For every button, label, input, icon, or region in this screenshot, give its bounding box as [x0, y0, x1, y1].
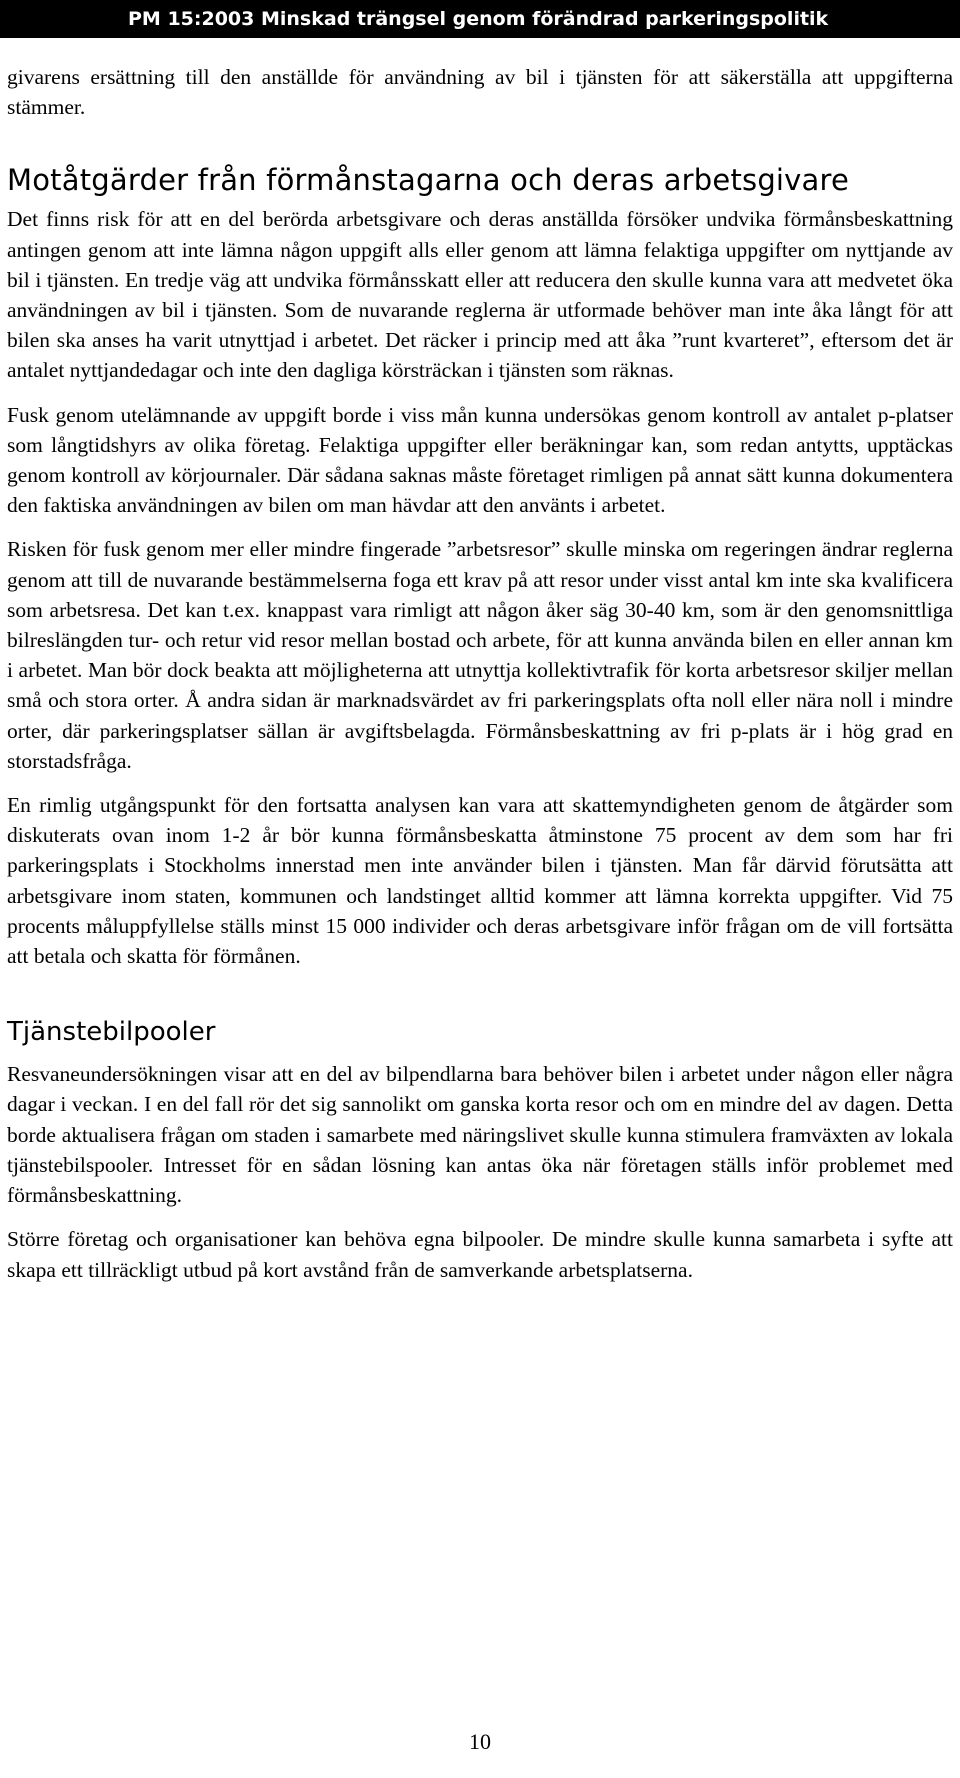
section-heading-tjanstebilpooler: Tjänstebilpooler — [7, 1017, 216, 1048]
paragraph: Resvaneundersökningen visar att en del av bilpendlarna bara behöver bilen i arbetet under någon eller några dagar i veckan. I en del fall rör det sig sannolikt om ganska korta resor och om en mindre del av dagen. Detta borde aktualisera frågan om staden i samarbete med näringslivet skulle kunna stimulera framväxten av lokala tjänstebilspooler. Intresset för en sådan lösning kan antas öka när företagen ställs inför problemet med förmånsbeskattning. — [7, 1062, 953, 1208]
paragraph: En rimlig utgångspunkt för den fortsatta analysen kan vara att skattemyndigheten genom de åtgärder som diskuterats ovan inom 1-2 år bör kunna förmånsbeskatta åtminstone 75 procent av dem som har fri parkeringsplats i Stockholms innerstad men inte använder bilen i tjänsten. Man får därvid förutsätta att arbetsgivare inom staten, kommunen och landstinget alltid kommer att lämna korrekta uppgifter. Vid 75 procents måluppfyllelse ställs minst 15 000 individer och deras arbetsgivare inför frågan om de vill fortsätta att betala och skatta för förmånen. — [7, 793, 953, 969]
header-bar — [0, 0, 960, 38]
section-heading-motatgarder: Motåtgärder från förmånstagarna och deras arbetsgivare — [7, 163, 850, 198]
document-title: PM 15:2003 Minskad trängsel genom förändrad parkeringspolitik — [128, 8, 829, 30]
paragraph: Risken för fusk genom mer eller mindre fingerade ”arbetsresor” skulle minska om regeringen ändrar reglerna genom att till de nuvarande bestämmelserna foga ett krav på att resor under visst antal km inte ska kvalificera som arbetsresa. Det kan t.ex. knappast vara rimligt att någon åker säg 30-40 km, som är den genomsnittliga bilreslängden tur- och retur vid resor mellan bostad och arbete, för att kunna använda bilen en eller annan km i arbetet. Man bör dock beakta att möjligheterna att utnyttja kollektivtrafik för korta arbetsresor skiljer mellan små och stora orter. Å andra sidan är marknadsvärdet av fri parkeringsplats ofta noll eller nära noll i mindre orter, där parkeringsplatser sällan är avgiftsbelagda. Förmånsbeskattning av fri p-plats är i hög grad en storstadsfråga. — [7, 537, 953, 773]
paragraph: Större företag och organisationer kan behöva egna bilpooler. De mindre skulle kunna samarbeta i syfte att skapa ett tillräckligt utbud på kort avstånd från de samverkande arbetsplatserna. — [7, 1227, 953, 1282]
page-number: 10 — [469, 1729, 491, 1754]
document-body — [7, 62, 953, 1299]
paragraph: Det finns risk för att en del berörda arbetsgivare och deras anställda försöker undvika förmånsbeskattning antingen genom att inte lämna någon uppgift alls eller genom att lämna felaktiga uppgifter om nyttjande av bil i tjänsten. En tredje väg att undvika förmånsskatt eller att reducera den skulle kunna vara att medvetet öka användningen av bil i tjänsten. Som de nuvarande reglerna är utformade behöver man inte åka långt för att bilen ska anses ha varit utnyttjad i arbetet. Det räcker i princip med att åka ”runt kvarteret”, eftersom det är antalet nyttjandedagar och inte den dagliga körsträckan i tjänsten som räknas. — [7, 207, 953, 383]
paragraph-continuation: givarens ersättning till den anställde för användning av bil i tjänsten för att säkerställa att uppgifterna stämmer. — [7, 65, 953, 120]
paragraph: Fusk genom utelämnande av uppgift borde i viss mån kunna undersökas genom kontroll av antalet p-platser som långtidshyrs av olika företag. Felaktiga uppgifter eller beräkningar kan, som redan antytts, upptäckas genom kontroll av körjournaler. Där sådana saknas måste företaget rimligen på annat sätt kunna dokumentera den faktiska användningen av bilen om man hävdar att den använts i arbetet. — [7, 402, 953, 518]
